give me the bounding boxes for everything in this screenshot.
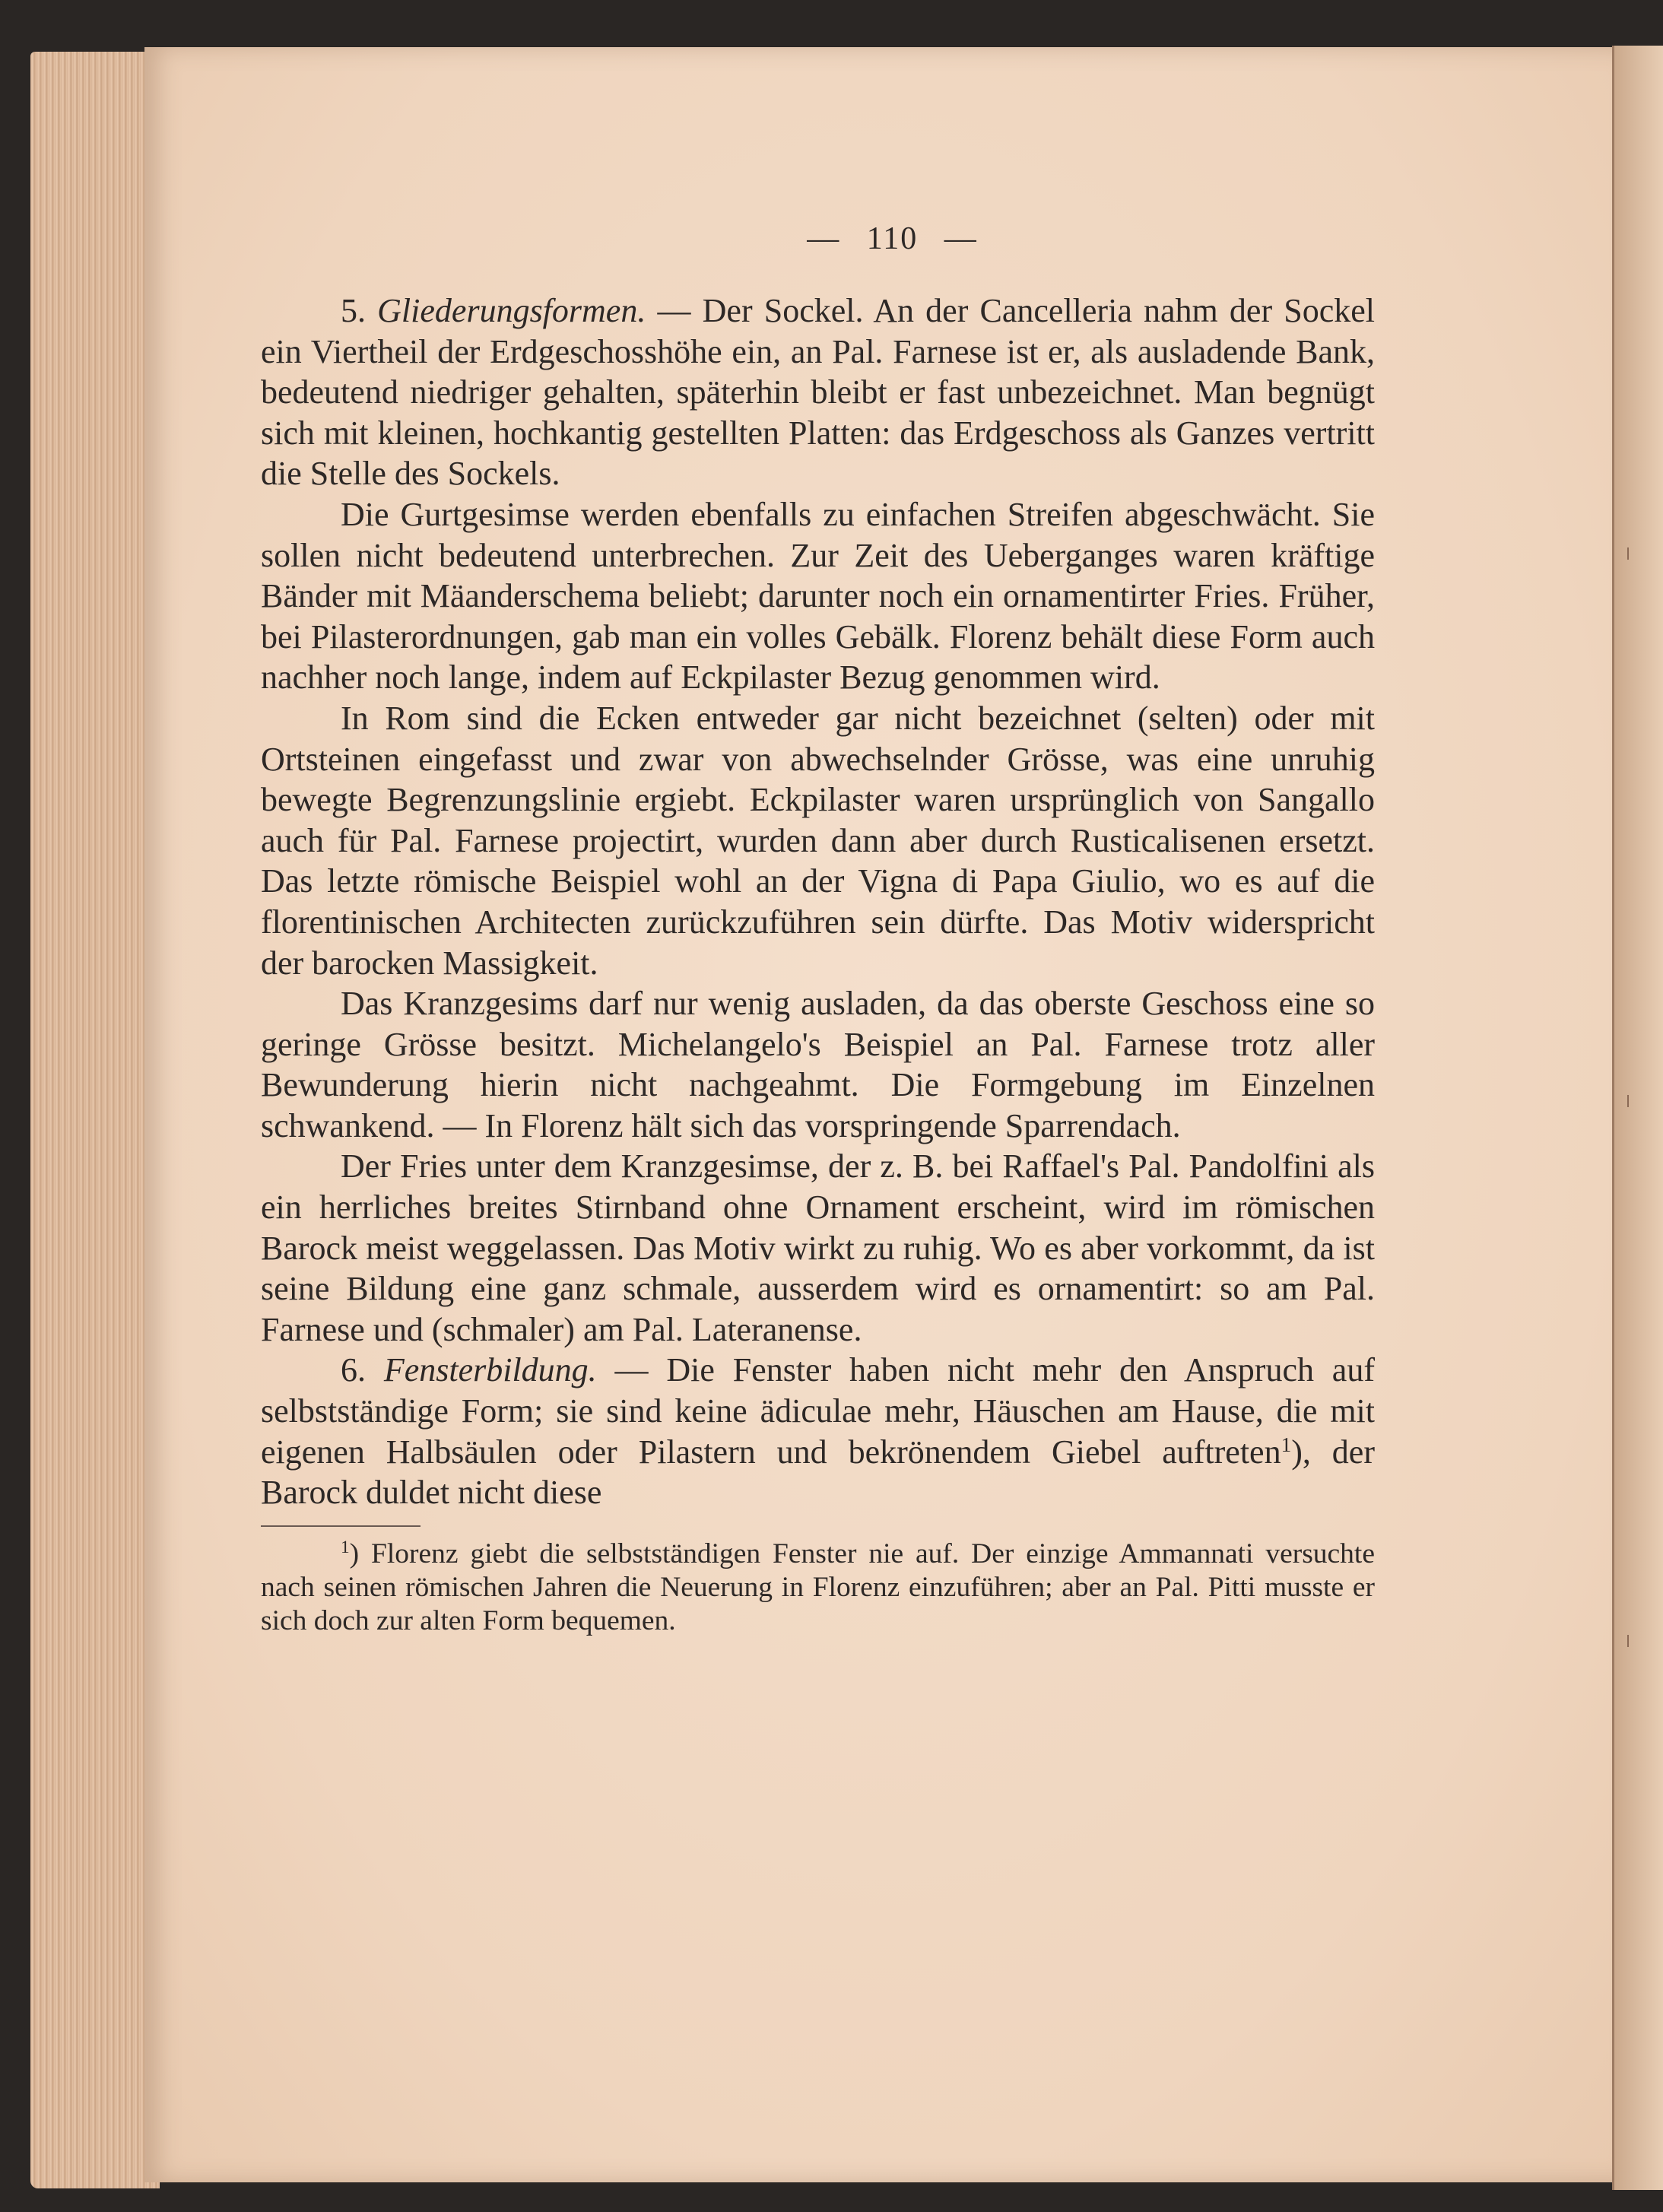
page-number-value: 110	[866, 221, 919, 256]
book-page-edges	[30, 52, 160, 2188]
page-number-dash-right: —	[944, 221, 978, 256]
page-number-dash-left: —	[807, 221, 841, 256]
paragraph: Das Kranzgesims darf nur wenig ausladen, da das oberste Geschoss eine so geringe Grösse besitzt. Michelangelo's Beispiel an Pal. Farnese trotz aller Bewunderung hierin nicht nachgeahmt. Die Formgebung im Einzelnen schwankend. — In Florenz hält sich das vorspringende Sparrendach.	[261, 985, 1375, 1144]
paragraph: Der Fries unter dem Kranzgesimse, der z. B. bei Raffael's Pal. Pandolfini als ein herrliches breites Stirnband ohne Ornament erscheint, wird im römischen Barock meist weggelassen. Das Motiv wirkt zu ruhig. Wo es aber vorkommt, da ist seine Bildung eine ganz schmale, ausserdem wird es ornamentirt: so am Pal. Farnese und (schmaler) am Pal. Lateranense.	[261, 1147, 1375, 1348]
footnote-reference[interactable]: 1	[1281, 1433, 1292, 1456]
section-number: 5.	[341, 292, 366, 329]
margin-mark-icon	[1627, 1635, 1636, 1647]
paragraph: Die Gurtgesimse werden ebenfalls zu einfachen Streifen abgeschwächt. Sie sollen nicht bedeutend unterbrechen. Zur Zeit des Ueberganges waren kräftige Bänder mit Mäanderschema beliebt; darunter noch ein ornamentirter Fries. Früher, bei Pilasterordnungen, gab man ein volles Gebälk. Florenz behält diese Form auch nachher noch lange, indem auf Eckpilaster Bezug genommen wird.	[261, 495, 1375, 697]
footnote	[261, 1538, 1375, 1638]
paragraph: In Rom sind die Ecken entweder gar nicht bezeichnet (selten) oder mit Ortsteinen eingefasst und zwar von abwechselnder Grösse, was eine unruhig bewegte Begrenzungslinie ergiebt. Eckpilaster waren ursprünglich von Sangallo auch für Pal. Farnese projectirt, wurden dann aber durch Rusticalisenen ersetzt. Das letzte römische Beispiel wohl an der Vigna di Papa Giulio, wo es auf die florentinischen Architecten zurückzuführen sein dürfte. Das Motiv widerspricht der barocken Massigkeit.	[261, 699, 1375, 982]
paragraph-text-continued: ), der Barock duldet nicht diese	[261, 1433, 1375, 1512]
margin-mark-icon	[1627, 547, 1636, 560]
section-title: Gliederungsformen.	[377, 292, 646, 329]
footnote-marker: 1	[341, 1538, 350, 1558]
paragraph-text: — Die Fenster haben nicht mehr den Anspruch auf selbstständige Form; sie sind keine ädiculae mehr, Häuschen am Hause, die mit eigenen Halbsäulen oder Pilastern und bekrönendem Giebel auftreten	[261, 1351, 1375, 1471]
paragraph-text: — Der Sockel. An der Cancelleria nahm der Sockel ein Viertheil der Erdgeschosshöhe ein, an Pal. Farnese ist er, als ausladende Bank, bedeutend niedriger gehalten, späterhin bleibt er fast unbezeichnet. Man begnügt sich mit kleinen, hochkantig gestellten Platten: das Erdgeschoss als Ganzes vertritt die Stelle des Sockels.	[261, 292, 1375, 493]
footnote-text: ) Florenz giebt die selbstständigen Fenster nie auf. Der einzige Ammannati versuchte nach seinen römischen Jahren die Neuerung in Florenz einzuführen; aber an Pal. Pitti musste er sich doch zur alten Form bequemen.	[261, 1538, 1375, 1636]
facing-page-edge	[1612, 46, 1663, 2190]
paragraph-section-6	[261, 1350, 1375, 1512]
margin-mark-icon	[1627, 1095, 1636, 1107]
footnote-rule	[261, 1525, 421, 1527]
section-title: Fensterbildung.	[383, 1351, 597, 1389]
paragraph-section-5	[261, 290, 1375, 494]
section-number: 6.	[341, 1351, 366, 1389]
body-text	[261, 205, 1375, 1638]
